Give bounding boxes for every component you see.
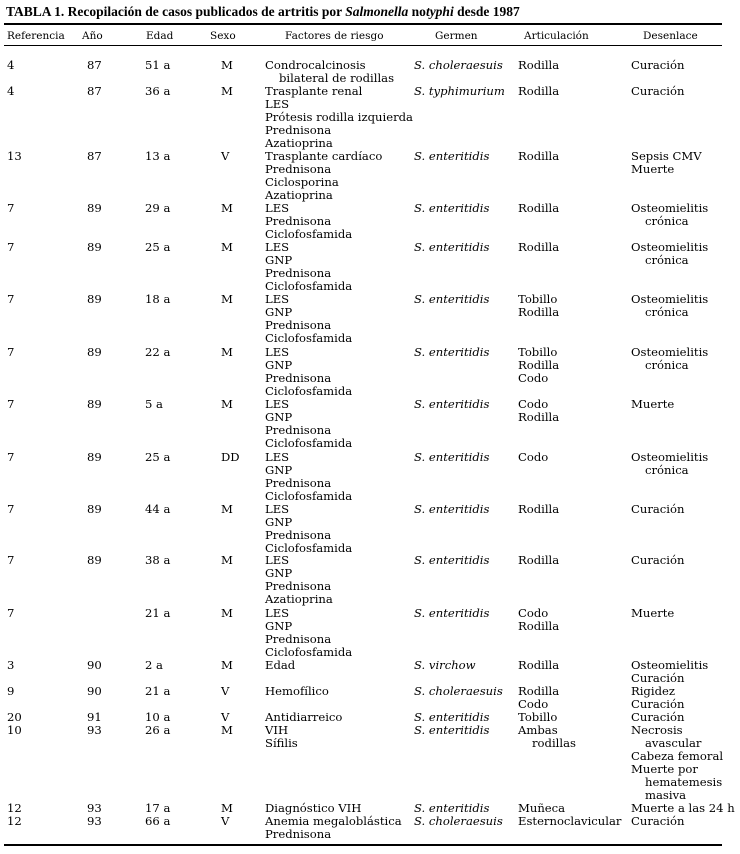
cell-sexo: M	[221, 84, 233, 98]
cell-factores	[265, 503, 352, 555]
cell-desenlace-line: hematemesis	[645, 775, 723, 789]
cell-referencia: 9	[7, 684, 15, 698]
cell-ano: 93	[87, 723, 102, 737]
cell-articulacion	[518, 503, 559, 516]
cell-factores-line: Prótesis rodilla izquierda	[265, 110, 413, 124]
cell-articulacion-line: Codo	[518, 697, 549, 711]
cell-articulacion	[518, 398, 559, 424]
cell-factores	[265, 659, 295, 672]
title-suffix: desde 1987	[457, 4, 520, 19]
cell-articulacion-line: Rodilla	[518, 502, 560, 516]
cell-desenlace	[631, 59, 684, 72]
cell-articulacion	[518, 659, 559, 672]
cell-edad: 5 a	[145, 397, 163, 411]
cell-factores-line: Prednisona	[265, 162, 332, 176]
cell-desenlace-line: Necrosis	[631, 723, 683, 737]
cell-ano: 87	[87, 149, 102, 163]
cell-factores-line: Diagnóstico VIH	[265, 801, 362, 815]
cell-articulacion-line: Rodilla	[518, 358, 560, 372]
cell-edad: 22 a	[145, 345, 171, 359]
cell-referencia: 7	[7, 292, 15, 306]
cell-edad: 51 a	[145, 58, 171, 72]
cell-germen: S. enteritidis	[414, 450, 490, 464]
cell-articulacion	[518, 85, 559, 98]
cell-ano: 89	[87, 345, 102, 359]
cell-ano: 89	[87, 553, 102, 567]
header-rule	[4, 45, 722, 46]
cell-sexo: V	[221, 149, 230, 163]
cell-desenlace	[631, 503, 684, 516]
cell-germen: S. choleraesuis	[414, 684, 503, 698]
cell-referencia: 7	[7, 201, 15, 215]
cell-ano: 89	[87, 201, 102, 215]
cell-referencia: 7	[7, 397, 15, 411]
cell-sexo: M	[221, 658, 233, 672]
cell-factores-line: Anemia megaloblástica	[265, 814, 402, 828]
cell-articulacion	[518, 293, 559, 319]
cell-desenlace-line: Rigidez	[631, 684, 675, 698]
cell-desenlace	[631, 150, 702, 176]
cell-desenlace-line: Curación	[631, 671, 685, 685]
cell-desenlace-line: Osteomielitis	[631, 658, 709, 672]
cell-factores-line: GNP	[265, 619, 293, 633]
cell-edad: 26 a	[145, 723, 171, 737]
cell-factores-line: Trasplante cardíaco	[265, 149, 383, 163]
cell-edad: 21 a	[145, 606, 171, 620]
cell-germen: S. typhimurium	[414, 84, 505, 98]
cell-germen: S. enteritidis	[414, 201, 490, 215]
cell-desenlace-line: crónica	[645, 214, 689, 228]
cell-factores	[265, 607, 352, 659]
cell-desenlace	[631, 202, 708, 228]
cell-articulacion	[518, 202, 559, 215]
cell-factores-line: Trasplante renal	[265, 84, 363, 98]
cell-germen: S. enteritidis	[414, 502, 490, 516]
cell-desenlace	[631, 659, 708, 685]
cell-germen: S. enteritidis	[414, 710, 490, 724]
cell-articulacion-line: Rodilla	[518, 658, 560, 672]
cell-ano: 89	[87, 450, 102, 464]
cell-sexo: M	[221, 201, 233, 215]
cell-desenlace-line: Muerte	[631, 397, 675, 411]
cell-germen: S. enteritidis	[414, 606, 490, 620]
cell-articulacion-line: Rodilla	[518, 84, 560, 98]
cell-desenlace-line: Muerte	[631, 162, 675, 176]
cell-factores-line: Azatioprina	[265, 136, 333, 150]
cell-articulacion-line: Esternoclavicular	[518, 814, 622, 828]
cell-desenlace-line: Curación	[631, 814, 685, 828]
cell-articulacion-line: Rodilla	[518, 410, 560, 424]
cell-factores-line: LES	[265, 606, 290, 620]
cell-factores-line: Hemofílico	[265, 684, 329, 698]
cell-referencia: 12	[7, 814, 22, 828]
cell-articulacion-line: Codo	[518, 450, 549, 464]
cell-referencia: 7	[7, 240, 15, 254]
top-rule	[4, 23, 722, 25]
cell-factores-line: LES	[265, 97, 290, 111]
cell-factores	[265, 451, 352, 503]
cell-factores-line: LES	[265, 397, 290, 411]
cell-factores	[265, 815, 402, 841]
cell-factores-line: VIH	[265, 723, 289, 737]
cell-desenlace-line: Curación	[631, 710, 685, 724]
cell-desenlace-line: Osteomielitis	[631, 201, 709, 215]
cell-desenlace-line: Muerte a las 24 h	[631, 801, 735, 815]
cell-desenlace-line: Curación	[631, 84, 685, 98]
cell-desenlace-line: crónica	[645, 358, 689, 372]
cell-articulacion	[518, 241, 559, 254]
cell-factores-line: Condrocalcinosis	[265, 58, 366, 72]
cell-referencia: 7	[7, 450, 15, 464]
cell-factores-line: Azatioprina	[265, 592, 333, 606]
cell-factores-line: GNP	[265, 253, 293, 267]
cell-germen: S. enteritidis	[414, 723, 490, 737]
cell-germen: S. enteritidis	[414, 397, 490, 411]
cell-factores	[265, 346, 352, 398]
cell-desenlace-line: Osteomielitis	[631, 450, 709, 464]
cell-articulacion-line: Codo	[518, 371, 549, 385]
cell-desenlace	[631, 346, 708, 372]
cell-factores	[265, 85, 413, 150]
cell-desenlace-line: Curación	[631, 58, 685, 72]
cell-edad: 25 a	[145, 450, 171, 464]
cell-articulacion-line: Codo	[518, 397, 549, 411]
cell-edad: 36 a	[145, 84, 171, 98]
cell-desenlace	[631, 85, 684, 98]
cell-factores-line: Prednisona	[265, 423, 332, 437]
cell-desenlace-line: Curación	[631, 697, 685, 711]
cell-factores-line: GNP	[265, 463, 293, 477]
cell-articulacion-line: Rodilla	[518, 553, 560, 567]
cell-factores	[265, 202, 352, 241]
cell-sexo: M	[221, 723, 233, 737]
title-typhi: typhi	[425, 4, 454, 19]
cell-factores-line: Prednisona	[265, 123, 332, 137]
cell-factores-line: Ciclofosfamida	[265, 645, 353, 659]
cell-factores-line: LES	[265, 553, 290, 567]
header-factores: Factores de riesgo	[285, 30, 384, 42]
cell-desenlace-line: Osteomielitis	[631, 292, 709, 306]
cell-ano: 93	[87, 814, 102, 828]
cell-sexo: M	[221, 397, 233, 411]
cell-edad: 18 a	[145, 292, 171, 306]
cell-factores-line: Ciclofosfamida	[265, 436, 353, 450]
cell-factores-line: bilateral de rodillas	[279, 71, 395, 85]
cell-desenlace-line: Cabeza femoral	[631, 749, 724, 763]
cell-ano: 90	[87, 658, 102, 672]
cell-desenlace	[631, 607, 674, 620]
cell-desenlace	[631, 685, 684, 711]
cell-referencia: 7	[7, 345, 15, 359]
cell-desenlace	[631, 398, 674, 411]
cell-desenlace-line: Osteomielitis	[631, 345, 709, 359]
cell-sexo: M	[221, 553, 233, 567]
cell-ano: 87	[87, 84, 102, 98]
cell-articulacion-line: Rodilla	[518, 58, 560, 72]
cell-articulacion	[518, 607, 559, 633]
cell-germen: S. enteritidis	[414, 149, 490, 163]
cell-factores-line: Prednisona	[265, 632, 332, 646]
cell-referencia: 20	[7, 710, 22, 724]
cell-factores-line: LES	[265, 345, 290, 359]
cell-edad: 10 a	[145, 710, 171, 724]
cell-articulacion-line: Tobillo	[518, 345, 558, 359]
title-genus: Salmonella	[345, 4, 409, 19]
cell-edad: 25 a	[145, 240, 171, 254]
cell-factores-line: Prednisona	[265, 528, 332, 542]
cell-sexo: M	[221, 240, 233, 254]
cell-desenlace-line: Muerte	[631, 606, 675, 620]
cell-sexo: V	[221, 814, 230, 828]
cell-referencia: 7	[7, 553, 15, 567]
cell-desenlace-line: Osteomielitis	[631, 240, 709, 254]
cell-edad: 29 a	[145, 201, 171, 215]
cell-sexo: V	[221, 684, 230, 698]
cell-factores	[265, 241, 352, 293]
cell-desenlace-line: avascular	[645, 736, 702, 750]
header-edad: Edad	[146, 30, 174, 42]
cell-sexo: M	[221, 345, 233, 359]
cell-articulacion	[518, 346, 559, 385]
cell-factores-line: Ciclofosfamida	[265, 279, 353, 293]
cell-desenlace-line: masiva	[645, 788, 687, 802]
cell-desenlace-line: crónica	[645, 463, 689, 477]
cell-germen: S. enteritidis	[414, 240, 490, 254]
cell-desenlace	[631, 241, 708, 267]
cell-factores-line: Sífilis	[265, 736, 298, 750]
cell-factores-line: Ciclosporina	[265, 175, 339, 189]
cell-edad: 17 a	[145, 801, 171, 815]
cell-factores	[265, 554, 333, 606]
cell-factores-line: LES	[265, 502, 290, 516]
cell-ano: 89	[87, 502, 102, 516]
cell-desenlace-line: crónica	[645, 253, 689, 267]
cell-articulacion	[518, 685, 559, 711]
cell-factores-line: Prednisona	[265, 476, 332, 490]
cell-articulacion	[518, 724, 576, 750]
cell-factores-line: LES	[265, 292, 290, 306]
cell-articulacion-line: Codo	[518, 606, 549, 620]
cell-factores-line: LES	[265, 201, 290, 215]
cell-edad: 2 a	[145, 658, 163, 672]
cell-factores-line: GNP	[265, 305, 293, 319]
cell-articulacion-line: Rodilla	[518, 305, 560, 319]
cell-factores-line: Edad	[265, 658, 296, 672]
cell-factores-line: Azatioprina	[265, 188, 333, 202]
cell-germen: S. enteritidis	[414, 801, 490, 815]
cell-referencia: 3	[7, 658, 15, 672]
cell-articulacion	[518, 451, 548, 464]
title-prefix: TABLA 1. Recopilación de casos publicados de artritis por	[6, 4, 342, 19]
cell-factores	[265, 293, 352, 345]
cell-factores	[265, 59, 394, 85]
cell-referencia: 7	[7, 502, 15, 516]
cell-referencia: 12	[7, 801, 22, 815]
cell-factores	[265, 398, 352, 450]
cell-factores-line: GNP	[265, 515, 293, 529]
title-no: no	[411, 4, 426, 19]
cell-edad: 21 a	[145, 684, 171, 698]
cell-desenlace-line: Curación	[631, 502, 685, 516]
cell-articulacion-line: Rodilla	[518, 149, 560, 163]
cell-germen: S. enteritidis	[414, 292, 490, 306]
header-desenlace: Desenlace	[643, 30, 698, 42]
cell-articulacion-line: Rodilla	[518, 240, 560, 254]
cell-ano: 90	[87, 684, 102, 698]
cell-factores-line: Ciclofosfamida	[265, 541, 353, 555]
cell-referencia: 10	[7, 723, 22, 737]
cell-articulacion-line: Tobillo	[518, 292, 558, 306]
cell-factores-line: Ciclofosfamida	[265, 489, 353, 503]
cell-edad: 44 a	[145, 502, 171, 516]
cell-desenlace	[631, 815, 684, 828]
header-sexo: Sexo	[210, 30, 236, 42]
cell-factores-line: Ciclofosfamida	[265, 331, 353, 345]
cell-articulacion-line: Tobillo	[518, 710, 558, 724]
cell-sexo: M	[221, 292, 233, 306]
cell-articulacion-line: Rodilla	[518, 684, 560, 698]
cell-factores-line: Prednisona	[265, 214, 332, 228]
cell-articulacion	[518, 554, 559, 567]
cell-factores-line: Ciclofosfamida	[265, 227, 353, 241]
bottom-rule	[4, 844, 722, 846]
cell-edad: 38 a	[145, 553, 171, 567]
cell-articulacion	[518, 815, 621, 828]
cell-factores-line: Prednisona	[265, 318, 332, 332]
cell-articulacion-line: Rodilla	[518, 619, 560, 633]
cell-desenlace-line: crónica	[645, 305, 689, 319]
cell-desenlace-line: Curación	[631, 553, 685, 567]
table-title	[6, 4, 520, 20]
cell-articulacion-line: Ambas	[518, 723, 558, 737]
cell-factores-line: LES	[265, 240, 290, 254]
cell-factores-line: Prednisona	[265, 579, 332, 593]
cell-articulacion	[518, 150, 559, 163]
cell-factores-line: Prednisona	[265, 371, 332, 385]
cell-articulacion	[518, 59, 559, 72]
cell-factores-line: GNP	[265, 566, 293, 580]
cell-factores-line: Prednisona	[265, 827, 332, 841]
cell-factores-line: Prednisona	[265, 266, 332, 280]
cell-desenlace	[631, 451, 708, 477]
header-articulacion: Articulación	[524, 30, 589, 42]
cell-germen: S. enteritidis	[414, 553, 490, 567]
cell-articulacion-line: rodillas	[532, 736, 576, 750]
header-germen: Germen	[435, 30, 478, 42]
cell-edad: 66 a	[145, 814, 171, 828]
cell-ano: 89	[87, 240, 102, 254]
cell-sexo: M	[221, 606, 233, 620]
cell-germen: S. choleraesuis	[414, 814, 503, 828]
cell-germen: S. virchow	[414, 658, 476, 672]
cell-sexo: DD	[221, 450, 240, 464]
cell-ano: 91	[87, 710, 102, 724]
cell-sexo: M	[221, 58, 233, 72]
cell-germen: S. enteritidis	[414, 345, 490, 359]
cell-sexo: M	[221, 502, 233, 516]
cell-ano: 87	[87, 58, 102, 72]
cell-sexo: V	[221, 710, 230, 724]
cell-articulacion-line: Rodilla	[518, 201, 560, 215]
header-referencia: Referencia	[7, 30, 65, 42]
cell-referencia: 7	[7, 606, 15, 620]
cell-desenlace	[631, 554, 684, 567]
cell-ano: 93	[87, 801, 102, 815]
cell-factores	[265, 724, 298, 750]
cell-factores-line: Antidiarreico	[265, 710, 343, 724]
cell-edad: 13 a	[145, 149, 171, 163]
cell-referencia: 13	[7, 149, 22, 163]
cell-factores-line: Ciclofosfamida	[265, 384, 353, 398]
cell-factores	[265, 685, 329, 698]
cell-factores-line: GNP	[265, 358, 293, 372]
cell-factores-line: LES	[265, 450, 290, 464]
cell-factores	[265, 150, 382, 202]
cell-germen: S. choleraesuis	[414, 58, 503, 72]
cell-desenlace-line: Sepsis CMV	[631, 149, 702, 163]
cell-ano: 89	[87, 397, 102, 411]
cell-referencia: 4	[7, 84, 15, 98]
cell-desenlace	[631, 724, 723, 802]
cell-desenlace-line: Muerte por	[631, 762, 698, 776]
cell-desenlace	[631, 293, 708, 319]
cell-factores-line: GNP	[265, 410, 293, 424]
header-ano: Año	[82, 30, 103, 42]
cell-articulacion-line: Muñeca	[518, 801, 566, 815]
cell-ano: 89	[87, 292, 102, 306]
cell-referencia: 4	[7, 58, 15, 72]
cell-sexo: M	[221, 801, 233, 815]
